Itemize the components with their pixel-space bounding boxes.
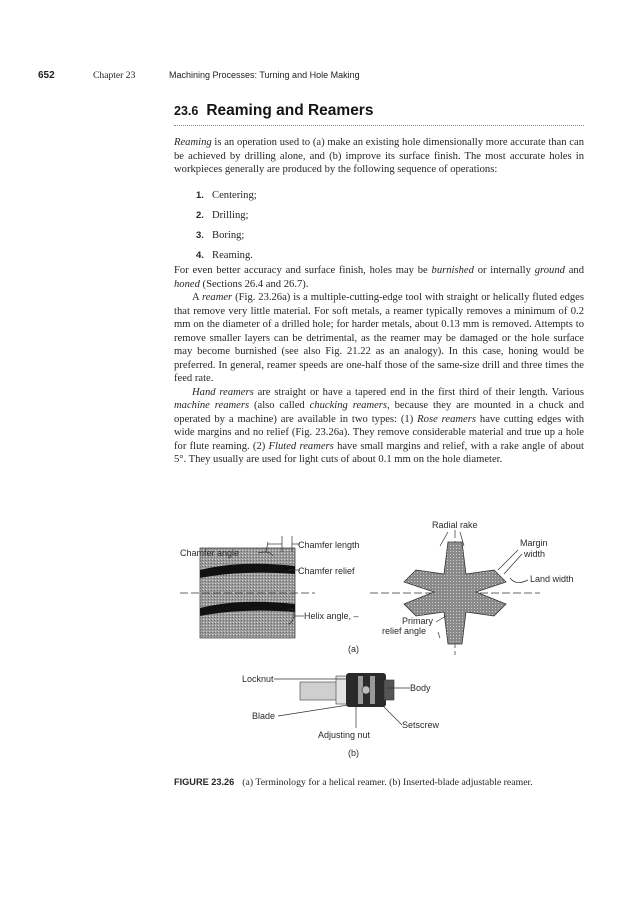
adjustable-reamer-drawing xyxy=(242,673,440,740)
text-run: have small margins and relief, with a rake angle of about 5°. They usually are used for light cuts of about 0.1 mm on the hole diameter. xyxy=(174,440,584,465)
label-blade: Blade xyxy=(252,711,276,721)
list-item xyxy=(196,246,257,266)
label-setscrew: Setscrew xyxy=(402,720,440,730)
list-item xyxy=(196,226,257,246)
paragraph-finishing xyxy=(174,265,584,290)
list-item-text: Centering; xyxy=(212,190,257,201)
reamer-end-view xyxy=(370,520,574,655)
term-machine-reamers: machine reamers xyxy=(174,400,250,411)
body-text xyxy=(174,264,584,467)
text-run: have cutting edges with wide margins and no relief (Fig. 23.26a). They remove considerable material and true up a hole for flute reaming. (2) xyxy=(174,413,584,452)
term-ground: ground xyxy=(534,265,565,276)
text-run: A xyxy=(192,292,202,303)
label-margin: Margin xyxy=(520,538,548,548)
text-run: and xyxy=(564,265,585,276)
section-heading xyxy=(174,102,373,120)
list-item-text: Boring; xyxy=(212,230,245,241)
term-rose-reamers: Rose reamers xyxy=(417,413,476,425)
term-reamer: reamer xyxy=(201,292,233,303)
section-title: Reaming and Reamers xyxy=(206,102,374,119)
figure-caption xyxy=(174,777,594,788)
text-run: (Sections 26.4 and 26.7). xyxy=(199,278,309,290)
label-radial-rake: Radial rake xyxy=(432,520,478,530)
caption-text: (a) Terminology for a helical reamer. (b) Inserted-blade adjustable reamer. xyxy=(242,777,533,788)
chapter-title: Machining Processes: Turning and Hole Making xyxy=(169,70,360,80)
section-rule xyxy=(174,125,584,126)
term-hand-reamers: Hand reamers xyxy=(192,386,254,398)
term-fluted-reamers: Fluted reamers xyxy=(268,440,334,452)
list-item xyxy=(196,206,257,226)
label-chamfer-length: Chamfer length xyxy=(298,540,360,550)
page-number: 652 xyxy=(38,70,55,81)
subfigure-b-label: (b) xyxy=(348,748,359,758)
label-relief-angle: relief angle xyxy=(382,626,427,636)
label-primary: Primary xyxy=(402,616,433,626)
paragraph-reamer xyxy=(174,291,584,386)
figure-23-26 xyxy=(170,520,610,770)
caption-label: FIGURE 23.26 xyxy=(174,777,235,787)
term-honed: honed xyxy=(174,278,200,290)
helical-reamer-side-view xyxy=(180,536,360,638)
label-land-width: Land width xyxy=(530,574,574,584)
paragraph-intro xyxy=(174,136,584,177)
label-chamfer-relief: Chamfer relief xyxy=(298,566,355,576)
label-margin-width: width xyxy=(524,549,546,559)
list-item-number: 3. xyxy=(196,230,204,241)
term-burnished: burnished xyxy=(431,265,474,276)
text-run: For even better accuracy and surface finish, holes may be xyxy=(174,265,432,276)
text-run: or internally xyxy=(473,265,535,276)
list-item-number: 4. xyxy=(196,250,204,261)
label-adjusting-nut: Adjusting nut xyxy=(318,730,371,740)
adjusting-nut-shape xyxy=(384,680,394,700)
subfigure-a-label: (a) xyxy=(348,644,359,654)
paragraph-intro-text: is an operation used to (a) make an existing hole dimensionally more accurate than can be achieved by drilling alone, and (b) improve its surface finish. The most accurate holes in workpieces generally are produced by the following sequence of operations: xyxy=(174,137,584,175)
list-item-text: Drilling; xyxy=(212,210,249,221)
list-item-text: Reaming. xyxy=(212,250,253,261)
text-run: , because they are mounted in a chuck and operated by a machine) are available in two types: (1) xyxy=(174,400,584,425)
text-run: (Fig. 23.26a) is a multiple-cutting-edge tool with straight or helically fluted edges that remove very little material. For soft metals, a reamer typically removes a minimum of 0.2 mm on the diameter of a drilled hole; for harder metals, about 0.13 mm is removed. Attempts to remove smaller layers can be detrimental, as the reamer may be damaged or the hole surface may become burnished (see also Fig. 21.22 as an analogy). In this case, honing would be preferred. In general, reamer speeds are one-half those of the same-size drill and three times the feed rate. xyxy=(174,292,584,384)
text-run: are straight or have a tapered end in the first third of their length. Various xyxy=(253,386,584,398)
label-body: Body xyxy=(410,683,431,693)
label-chamfer-angle: Chamfer angle xyxy=(180,548,240,558)
list-item xyxy=(196,186,257,206)
text-run: (also called xyxy=(249,400,310,411)
section-number: 23.6 xyxy=(174,104,199,118)
operations-list xyxy=(196,186,257,266)
list-item-number: 1. xyxy=(196,190,204,201)
chapter-label: Chapter 23 xyxy=(93,70,136,81)
label-locknut: Locknut xyxy=(242,674,274,684)
term-chucking-reamers: chucking reamers xyxy=(309,400,388,411)
label-helix-angle: Helix angle, – xyxy=(304,611,359,621)
term-reaming: Reaming xyxy=(174,137,212,148)
paragraph-reamer-types xyxy=(174,386,584,467)
list-item-number: 2. xyxy=(196,210,204,221)
running-header xyxy=(38,70,598,81)
